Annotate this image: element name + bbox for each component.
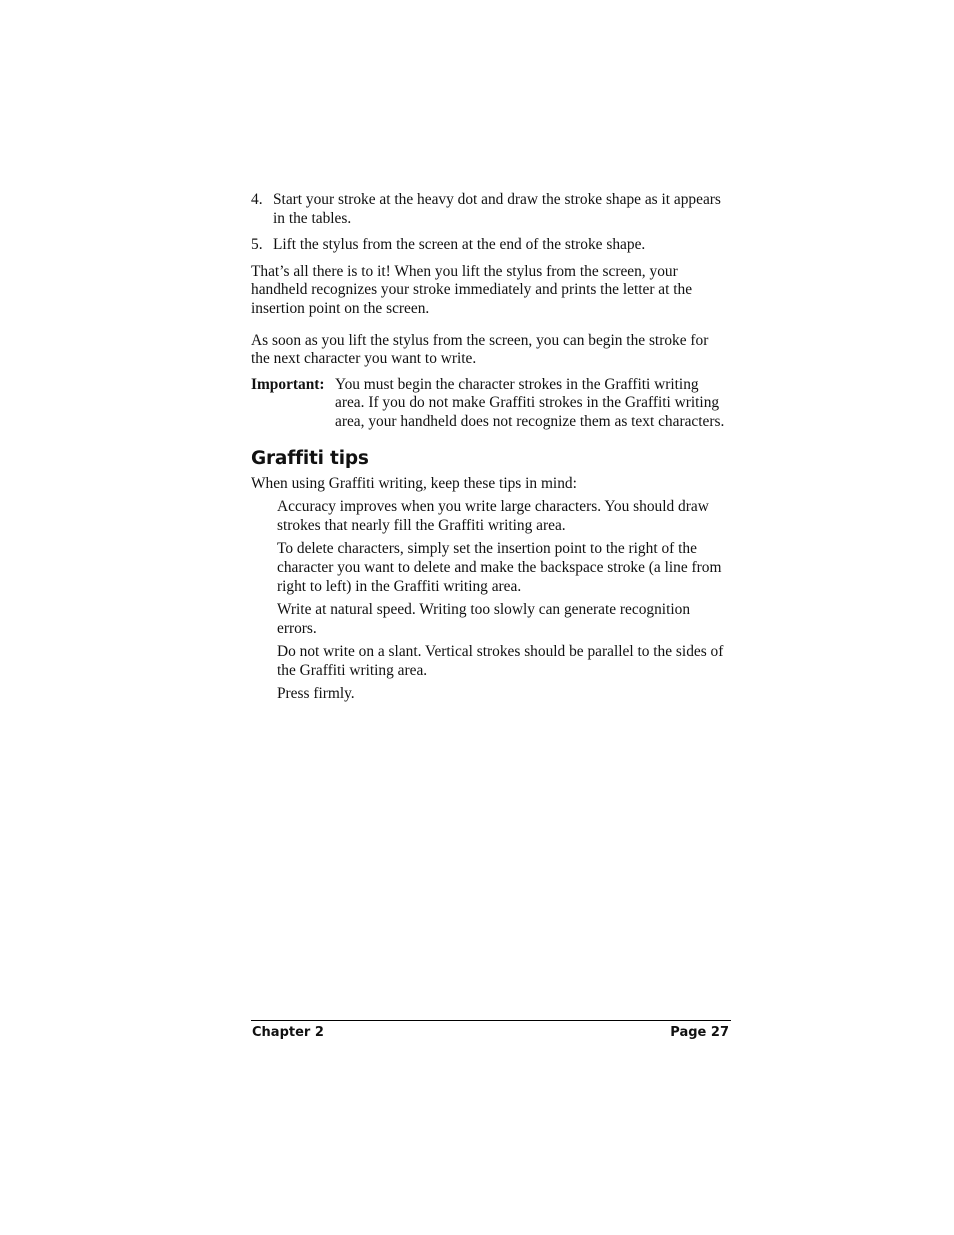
step-item: [251, 236, 729, 255]
important-label: Important:: [251, 375, 325, 393]
step-number: 4.: [251, 191, 263, 208]
step-text: Start your stroke at the heavy dot and draw the stroke shape as it appears in the tables.: [273, 191, 721, 227]
tip-item: Press firmly.: [277, 685, 355, 703]
section-heading: Graffiti tips: [251, 447, 369, 469]
tip-item: To delete characters, simply set the insertion point to the right of the character you want to delete and make the backspace stroke (a line from right to left) in the Graffiti writing area.: [277, 540, 722, 595]
body-paragraph: That’s all there is to it! When you lift the stylus from the screen, your handheld recognizes your stroke immediately and prints the letter at the insertion point on the screen.: [251, 262, 693, 317]
tip-item: Do not write on a slant. Vertical strokes should be parallel to the sides of the Graffiti writing area.: [277, 643, 724, 679]
footer-chapter: Chapter 2: [252, 1025, 324, 1040]
body-paragraph: As soon as you lift the stylus from the screen, you can begin the stroke for the next character you want to write.: [251, 331, 709, 368]
step-number: 5.: [251, 236, 263, 254]
important-note: [251, 376, 729, 432]
important-text: You must begin the character strokes in the Graffiti writing area. If you do not make Graffiti strokes in the Graffiti writing area, your handheld does not recognize them as text characters.: [335, 375, 725, 430]
section-intro: When using Graffiti writing, keep these tips in mind:: [251, 474, 577, 492]
page-content: [251, 191, 729, 709]
footer-divider: [251, 1020, 731, 1021]
step-item: [251, 191, 729, 228]
tip-item: Accuracy improves when you write large characters. You should draw strokes that nearly fill the Graffiti writing area.: [277, 498, 709, 534]
footer-page-number: Page 27: [670, 1025, 729, 1040]
tip-item: Write at natural speed. Writing too slowly can generate recognition errors.: [277, 601, 691, 637]
step-text: Lift the stylus from the screen at the end of the stroke shape.: [273, 236, 646, 254]
